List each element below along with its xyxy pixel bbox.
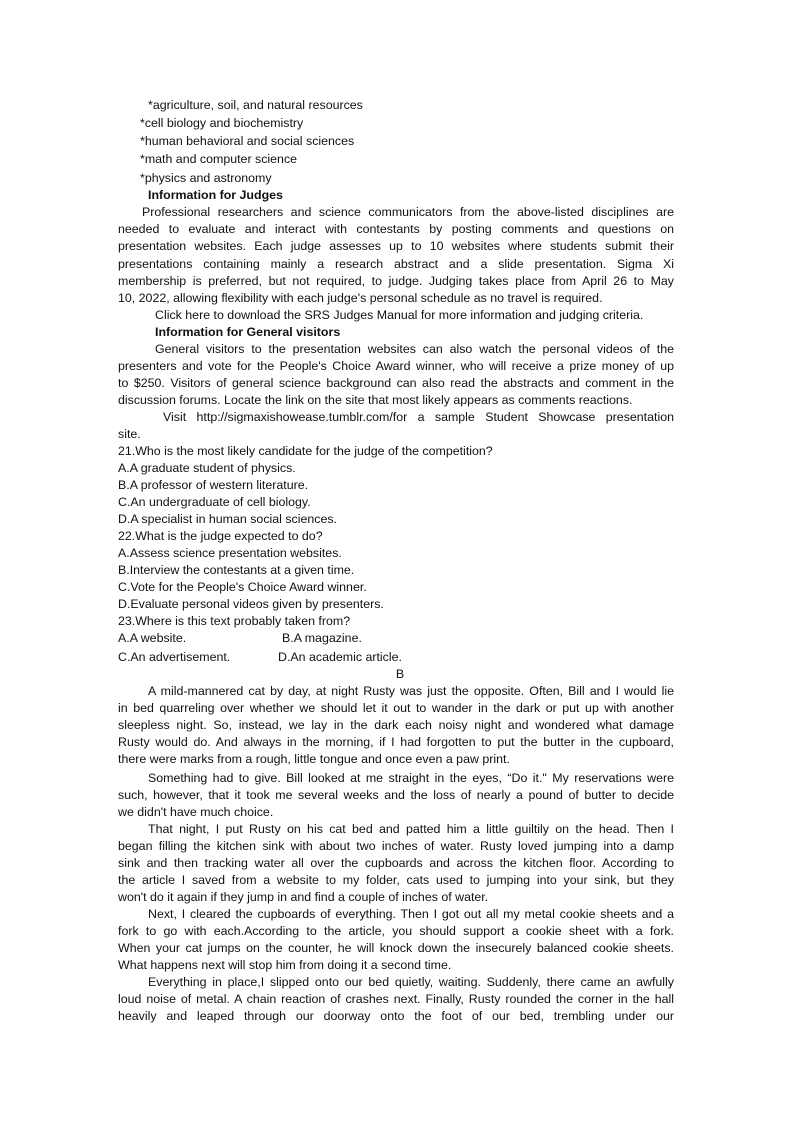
story-line: A mild-mannered cat by day, at night Rusty was just the opposite. Often, Bill and I would lie bbox=[148, 684, 674, 698]
judges-line: Professional researchers and science communicators from the above-listed disciplines are bbox=[142, 205, 674, 219]
question-21: 21.Who is the most likely candidate for the judge of the competition? bbox=[118, 444, 493, 458]
option: B.A professor of western literature. bbox=[118, 478, 309, 492]
question-22: 22.What is the judge expected to do? bbox=[118, 529, 323, 543]
story-line: we didn't have much choice. bbox=[118, 805, 274, 819]
visitors-line: to $250. Visitors of general science background can also read the abstracts and comment in the bbox=[118, 376, 674, 390]
story-line: sink and then tracking water all over the cupboards and across the kitchen floor. According to bbox=[118, 856, 674, 870]
story-line: heavily and leaped through our doorway onto the foot of our bed, trembling under our bbox=[118, 1009, 674, 1023]
option: D.A specialist in human social sciences. bbox=[118, 512, 338, 526]
judges-line: 10, 2022, allowing flexibility with each judge's personal schedule as no travel is required. bbox=[118, 291, 603, 305]
story-line: the article I saved from a website to my folder, cats used to jumping into your sink, but they bbox=[118, 873, 674, 887]
judges-line: presentation websites. Each judge assesses up to 10 websites where students submit their bbox=[118, 239, 674, 253]
section-b-label: B bbox=[395, 667, 405, 681]
list-item: *math and computer science bbox=[140, 152, 298, 166]
story-line: won't do it again if they jump in and find a couple of inches of water. bbox=[118, 890, 489, 904]
story-line: Next, I cleared the cupboards of everything. Then I got out all my metal cookie sheets and a bbox=[148, 907, 674, 921]
option: A.Assess science presentation websites. bbox=[118, 546, 342, 560]
story-line: What happens next will stop him from doing it a second time. bbox=[118, 958, 452, 972]
option: A.A graduate student of physics. bbox=[118, 461, 296, 475]
visit-link-line[interactable]: Visit http://sigmaxishowease.tumblr.com/for a sample Student Showcase presentation bbox=[163, 410, 674, 424]
story-line: sleepless night. So, instead, we lay in the dark each noisy night and wondered what damage bbox=[118, 718, 674, 732]
story-line: in bed quarreling over whether we should let it out to wander in the dark or put up with another bbox=[118, 701, 674, 715]
story-line: fork to go with each.According to the article, you should support a cookie sheet with a fork. bbox=[118, 924, 674, 938]
judges-line: needed to evaluate and interact with contestants by posting comments and questions on bbox=[118, 222, 674, 236]
question-23: 23.Where is this text probably taken from? bbox=[118, 614, 351, 628]
story-line: Rusty would do. And always in the morning, if I had forgotten to put the butter in the cupboard, bbox=[118, 735, 674, 749]
judges-heading: Information for Judges bbox=[148, 188, 283, 202]
download-manual-link[interactable]: Click here to download the SRS Judges Manual for more information and judging criteria. bbox=[155, 308, 644, 322]
option: B.A magazine. bbox=[282, 631, 362, 645]
judges-line: membership is preferred, but not required, to judge. Judging takes place from April 26 to May bbox=[118, 274, 674, 288]
judges-line: presentations containing mainly a research abstract and a slide presentation. Sigma Xi bbox=[118, 257, 674, 271]
list-item: *physics and astronomy bbox=[140, 171, 272, 185]
option: C.An undergraduate of cell biology. bbox=[118, 495, 311, 509]
story-line: That night, I put Rusty on his cat bed and patted him a little guiltily on the head. Then I bbox=[148, 822, 674, 836]
option: D.An academic article. bbox=[278, 650, 402, 664]
option: C.An advertisement. bbox=[118, 650, 231, 664]
list-item: *agriculture, soil, and natural resources bbox=[148, 98, 363, 112]
visitors-line: discussion forums. Locate the link on the site that most likely appears as comments reactions. bbox=[118, 393, 633, 407]
story-line: loud noise of metal. A chain reaction of crashes next. Finally, Rusty rounded the corner in the hall bbox=[118, 992, 674, 1006]
visitors-line: General visitors to the presentation websites can also watch the personal videos of the bbox=[155, 342, 674, 356]
option: C.Vote for the People's Choice Award winner. bbox=[118, 580, 367, 594]
story-line: there were marks from a rough, little tongue and once even a paw print. bbox=[118, 752, 510, 766]
option: D.Evaluate personal videos given by presenters. bbox=[118, 597, 384, 611]
story-line: began filling the kitchen sink with about two inches of water. Rusty loved jumping into a damp bbox=[118, 839, 674, 853]
story-line: such, however, that it took me several weeks and the loss of nearly a pound of butter to decide bbox=[118, 788, 674, 802]
story-line: Everything in place,I slipped onto our bed quietly, waiting. Suddenly, there came an awfully bbox=[148, 975, 674, 989]
visit-link-line: site. bbox=[118, 427, 141, 441]
option: A.A website. bbox=[118, 631, 187, 645]
list-item: *cell biology and biochemistry bbox=[140, 116, 304, 130]
story-line: When your cat jumps on the counter, he will knock down the insecurely balanced cookie sheets. bbox=[118, 941, 674, 955]
list-item: *human behavioral and social sciences bbox=[140, 134, 355, 148]
visitors-line: presenters and vote for the People's Choice Award winner, who will receive a prize money of up bbox=[118, 359, 674, 373]
visitors-heading: Information for General visitors bbox=[155, 325, 341, 339]
story-line: Something had to give. Bill looked at me straight in the eyes, “Do it." My reservations were bbox=[148, 771, 674, 785]
option: B.Interview the contestants at a given time. bbox=[118, 563, 355, 577]
